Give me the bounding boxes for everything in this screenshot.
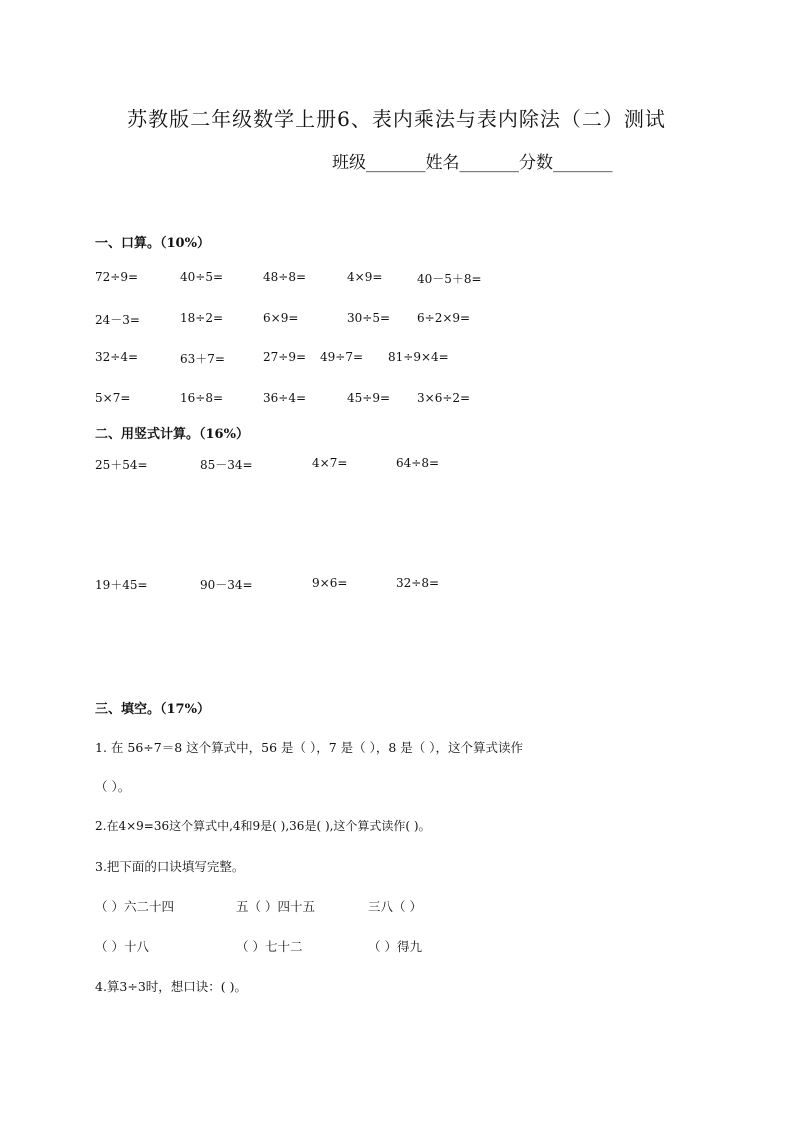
vertical-calc-problem: 4×7= [312, 456, 348, 470]
oral-problem: 45÷9= [347, 391, 391, 405]
oral-problem: 81÷9×4= [388, 350, 449, 364]
vertical-calc-problem: 9×6= [312, 576, 348, 590]
vertical-calc-problem: 90－34= [200, 578, 253, 592]
oral-problem: 18÷2= [180, 311, 224, 325]
student-info-line: 班级_______姓名_______分数_______ [332, 153, 613, 173]
multiplication-rhyme-blank: （ ）得九 [368, 939, 422, 954]
section-2-heading: 二、用竖式计算。（16%） [95, 427, 249, 442]
oral-problem: 63＋7= [180, 352, 225, 366]
fill-question-2: 2.在4×9=36这个算式中,4和9是( ),36是( ),这个算式读作( )。 [95, 819, 431, 833]
oral-problem: 40－5＋8= [417, 272, 482, 286]
fill-question-4: 4.算3÷3时，想口诀：( )。 [95, 979, 248, 994]
oral-problem: 32÷4= [95, 350, 139, 364]
section-1-heading: 一、口算。（10%） [95, 236, 210, 251]
section-3-heading: 三、填空。（17%） [95, 702, 210, 717]
fill-question-3: 3.把下面的口诀填写完整。 [95, 859, 245, 874]
oral-problem: 30÷5= [347, 311, 391, 325]
oral-problem: 36÷4= [263, 391, 307, 405]
oral-problem: 6×9= [263, 311, 299, 325]
vertical-calc-problem: 19＋45= [95, 578, 148, 592]
oral-problem: 5×7= [95, 391, 131, 405]
oral-problem: 16÷8= [180, 391, 224, 405]
oral-problem: 3×6÷2= [417, 391, 471, 405]
multiplication-rhyme-blank: （ ）七十二 [236, 939, 303, 954]
oral-problem: 27÷9= [263, 350, 307, 364]
multiplication-rhyme-blank: （ ）十八 [95, 939, 149, 954]
vertical-calc-problem: 85－34= [200, 458, 253, 472]
oral-problem: 72÷9= [95, 270, 139, 284]
oral-problem: 48÷8= [263, 270, 307, 284]
oral-problem: 24－3= [95, 313, 140, 327]
multiplication-rhyme-blank: 三八（ ） [368, 899, 422, 914]
page-title: 苏教版二年级数学上册6、表内乘法与表内除法（二）测试 [127, 107, 666, 131]
vertical-calc-problem: 32÷8= [396, 576, 440, 590]
oral-problem: 49÷7= [320, 350, 364, 364]
fill-question-1-line-2: （ ）。 [95, 779, 131, 794]
vertical-calc-problem: 64÷8= [396, 456, 440, 470]
oral-problem: 6÷2×9= [417, 311, 471, 325]
vertical-calc-problem: 25＋54= [95, 458, 148, 472]
fill-question-1-line-1: 1. 在 56÷7＝8 这个算式中，56 是（ ），7 是（ ），8 是（ ），这个算式读作 [95, 740, 524, 755]
multiplication-rhyme-blank: （ ）六二十四 [95, 899, 174, 914]
oral-problem: 4×9= [347, 270, 383, 284]
multiplication-rhyme-blank: 五（ ）四十五 [236, 899, 315, 914]
oral-problem: 40÷5= [180, 270, 224, 284]
